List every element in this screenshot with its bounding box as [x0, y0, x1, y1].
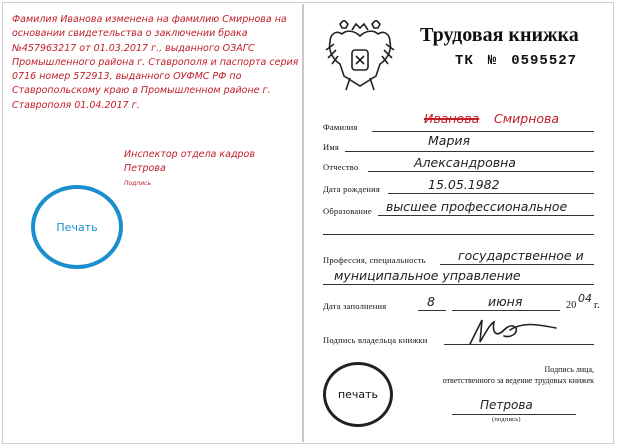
- fill-year-suffix: 04: [578, 292, 592, 305]
- fill-date-label: Дата заполнения: [323, 301, 387, 311]
- document-title: Трудовая книжка: [420, 24, 579, 46]
- owner-signature-mark: [460, 312, 570, 352]
- education-underline-1: [378, 215, 594, 216]
- surname-label: Фамилия: [323, 122, 358, 132]
- black-seal-stamp: [323, 362, 393, 427]
- profession-value-line-2: муниципальное управление: [334, 268, 521, 283]
- name-label: Имя: [323, 142, 340, 152]
- responsible-signature-caption: (подпись): [492, 416, 521, 423]
- responsible-signature-underline: [452, 414, 576, 415]
- profession-underline-2: [323, 284, 594, 285]
- book-fold-line: [302, 4, 304, 442]
- responsible-caption: [434, 364, 594, 386]
- surname-underline: [372, 131, 594, 132]
- birthdate-underline: [388, 193, 594, 194]
- number-sign: №: [487, 53, 498, 69]
- education-underline-2: [323, 234, 594, 235]
- profession-underline-1: [440, 264, 594, 265]
- name-value: Мария: [428, 133, 471, 148]
- fill-month-value: июня: [488, 294, 523, 309]
- education-value: высшее профессиональное: [386, 199, 568, 214]
- responsible-line-2: ответственного за ведение трудовых книжек: [442, 376, 594, 385]
- series-code: ТК: [455, 53, 474, 69]
- profession-value-line-1: государственное и: [458, 248, 584, 263]
- profession-label: Профессия, специальность: [323, 255, 426, 265]
- blue-seal-stamp: [31, 185, 123, 269]
- inspector-name: Петрова: [124, 163, 166, 174]
- document-number: 0595527: [511, 53, 578, 69]
- surname-new-value: Смирнова: [494, 111, 560, 126]
- surname-change-note: Фамилия Иванова изменена на фамилию Смирнова на основании свидетельства о заключении брака №457963217 от 01.03.2017 г., выданного ОЗАГС Промышленного района г. Ставрополя и паспорта серия 0716 номер 572913, выданного ОУФМС РФ по Ставропольскому краю в Промышленном районе г. Ставрополя 01.04.2017 г.: [12, 14, 299, 111]
- black-seal-label: печать: [337, 388, 379, 401]
- russian-coat-of-arms-icon: [324, 20, 396, 94]
- birthdate-label: Дата рождения: [323, 184, 380, 194]
- inspector-signature-caption: Подпись: [124, 180, 151, 187]
- fill-year-unit: г.: [594, 300, 600, 311]
- responsible-name: Петрова: [480, 398, 533, 412]
- responsible-line-1: Подпись лица,: [544, 365, 594, 374]
- surname-old-value: Иванова: [424, 111, 480, 126]
- education-label: Образование: [323, 206, 372, 216]
- fill-day-value: 8: [427, 294, 435, 309]
- patronymic-label: Отчество: [323, 162, 359, 172]
- name-underline: [345, 151, 594, 152]
- blue-seal-label: Печать: [56, 220, 98, 234]
- fill-year-prefix: 20: [566, 300, 577, 311]
- owner-signature-label: Подпись владельца книжки: [323, 335, 428, 345]
- fill-month-underline: [452, 310, 560, 311]
- inspector-title: Инспектор отдела кадров: [124, 149, 255, 160]
- patronymic-underline: [368, 171, 594, 172]
- patronymic-value: Александровна: [414, 155, 516, 170]
- birthdate-value: 15.05.1982: [428, 177, 500, 192]
- document-serial: [455, 53, 591, 69]
- inspector-block: [124, 148, 255, 176]
- fill-day-underline: [418, 310, 446, 311]
